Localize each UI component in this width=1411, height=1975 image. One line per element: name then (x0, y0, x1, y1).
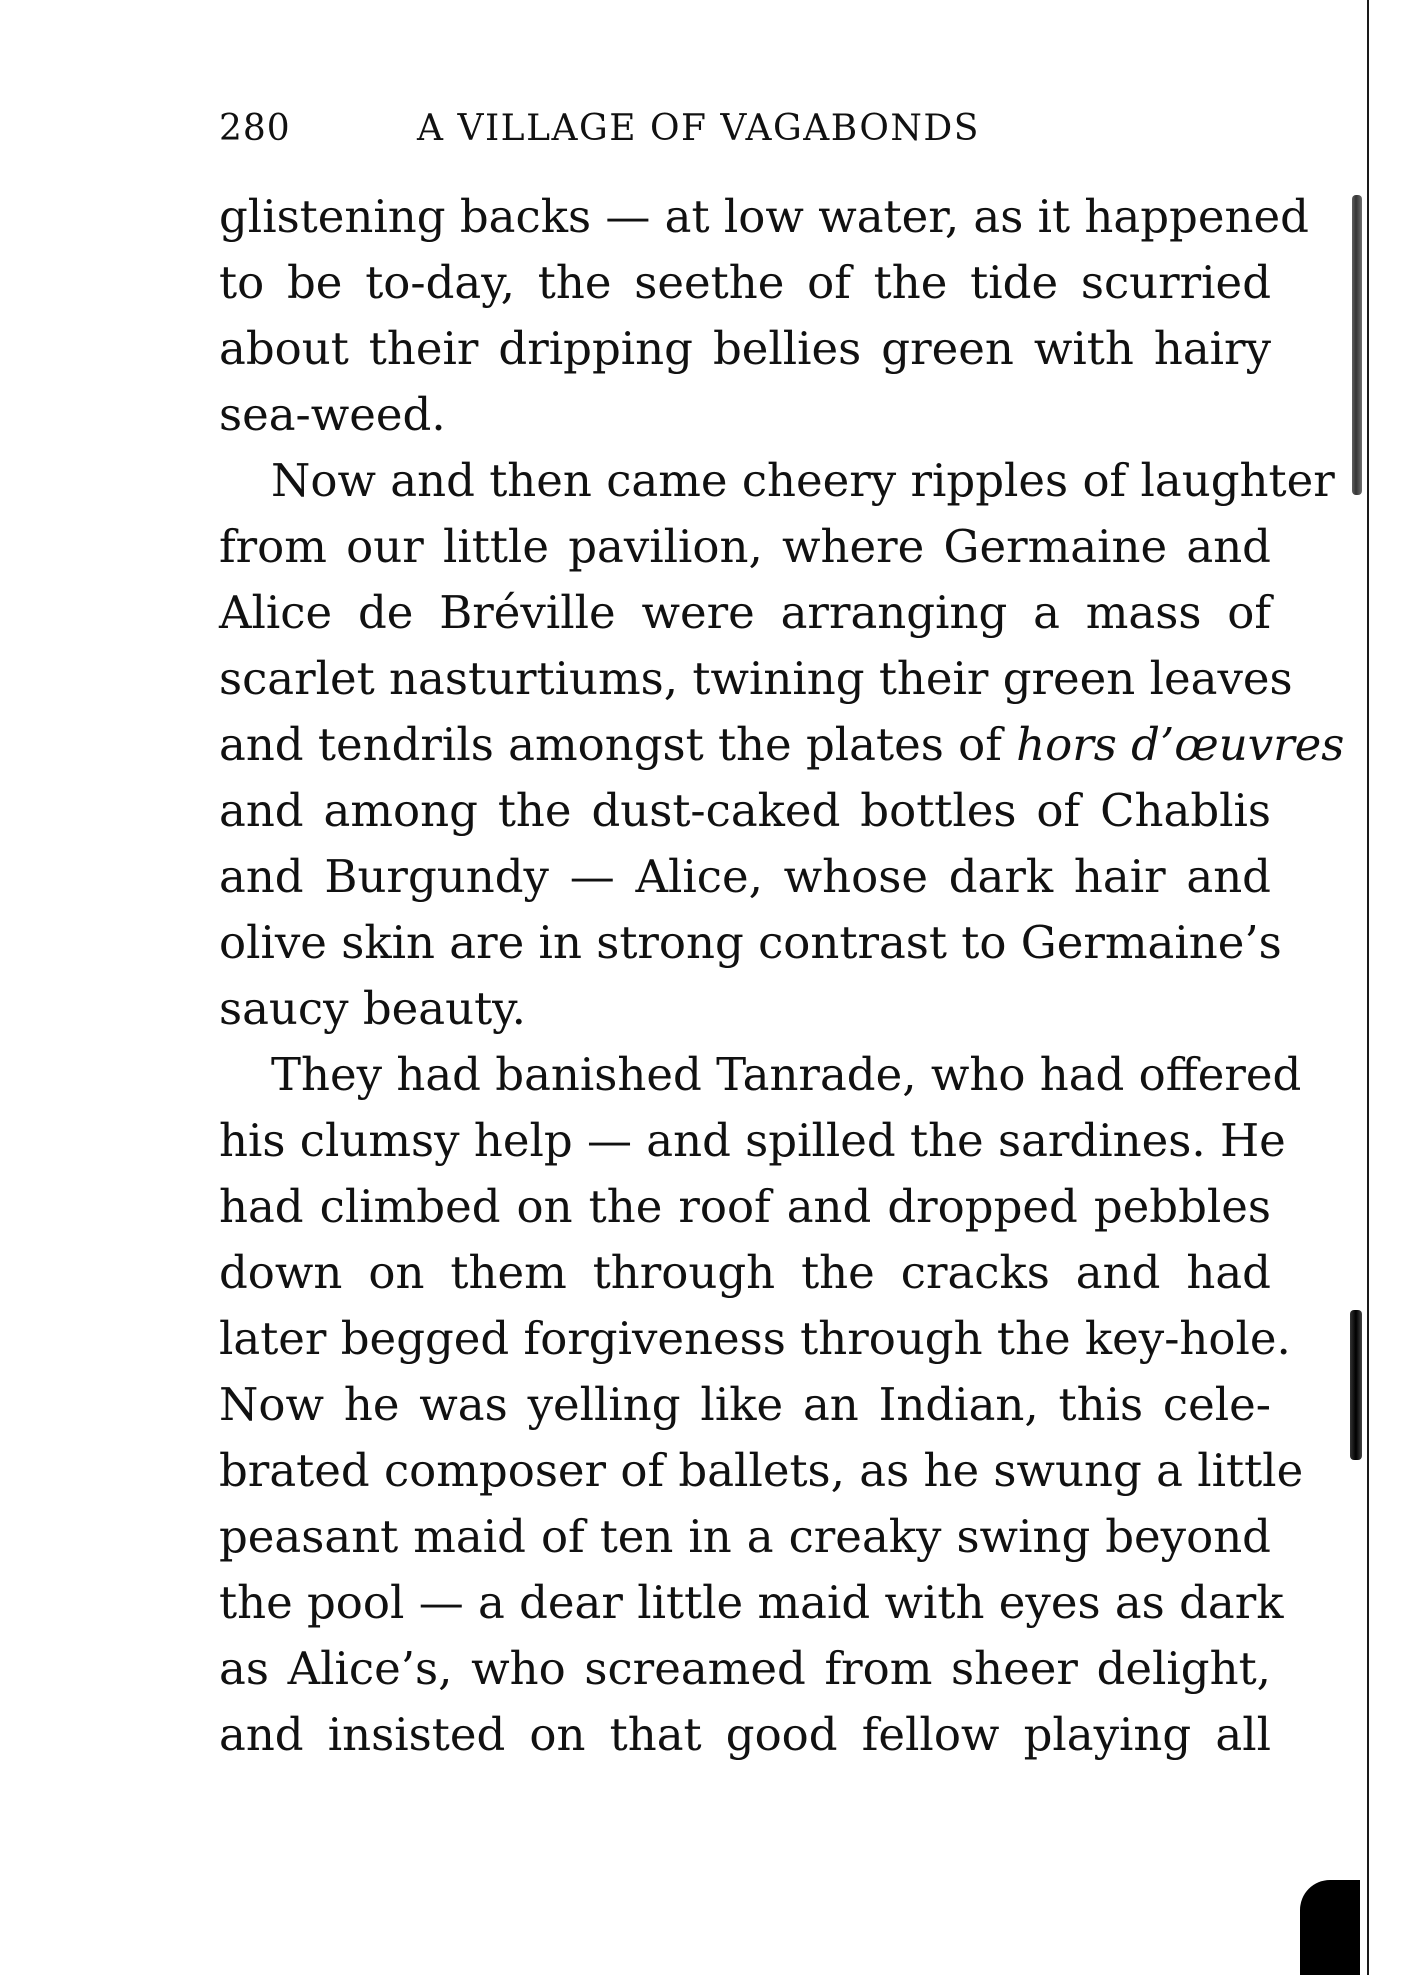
page-number: 280 (219, 108, 291, 149)
text-line: about their dripping bellies green with hairy (219, 322, 1271, 375)
scan-artifact-mark (1350, 1310, 1362, 1460)
text-line: saucy beauty. (219, 982, 526, 1035)
text-line: Alice de Bréville were arranging a mass of (219, 586, 1271, 639)
text-line: brated composer of ballets, as he swung a little (219, 1444, 1304, 1497)
text-line: and insisted on that good fellow playing all (219, 1708, 1271, 1761)
running-head (219, 108, 1069, 158)
scan-artifact-corner (1300, 1880, 1360, 1975)
text-line: the pool — a dear little maid with eyes as dark (219, 1576, 1284, 1629)
text-line: olive skin are in strong contrast to Germaine’s (219, 916, 1282, 969)
text-line: and Burgundy — Alice, whose dark hair and (219, 850, 1271, 903)
text-line-with-italic (219, 712, 1345, 778)
running-title: A VILLAGE OF VAGABONDS (417, 108, 980, 149)
text-line: sea-weed. (219, 388, 446, 441)
text-line: peasant maid of ten in a creaky swing beyond (219, 1510, 1271, 1563)
italic-phrase: hors d’œuvres (1016, 718, 1345, 771)
text-line: Now he was yelling like an Indian, this cele- (219, 1378, 1271, 1431)
scan-artifact-mark (1352, 195, 1362, 495)
text-line: his clumsy help — and spilled the sardines. He (219, 1114, 1286, 1167)
text-line: from our little pavilion, where Germaine and (219, 520, 1271, 573)
text-line: Now and then came cheery ripples of laughter (271, 454, 1335, 507)
body-text (219, 184, 1345, 1768)
text-line: glistening backs — at low water, as it happened (219, 190, 1309, 243)
text-line: had climbed on the roof and dropped pebbles (219, 1180, 1271, 1233)
text-line: scarlet nasturtiums, twining their green leaves (219, 652, 1293, 705)
text-line: down on them through the cracks and had (219, 1246, 1271, 1299)
text-line-prefix: and tendrils amongst the plates of (219, 718, 1017, 771)
binding-edge-line (1367, 0, 1369, 1975)
text-line: as Alice’s, who screamed from sheer delight, (219, 1642, 1271, 1695)
text-line: later begged forgiveness through the key-hole. (219, 1312, 1291, 1365)
text-line: and among the dust-caked bottles of Chablis (219, 784, 1271, 837)
text-line: to be to-day, the seethe of the tide scurried (219, 256, 1271, 309)
text-line: They had banished Tanrade, who had offered (271, 1048, 1302, 1101)
